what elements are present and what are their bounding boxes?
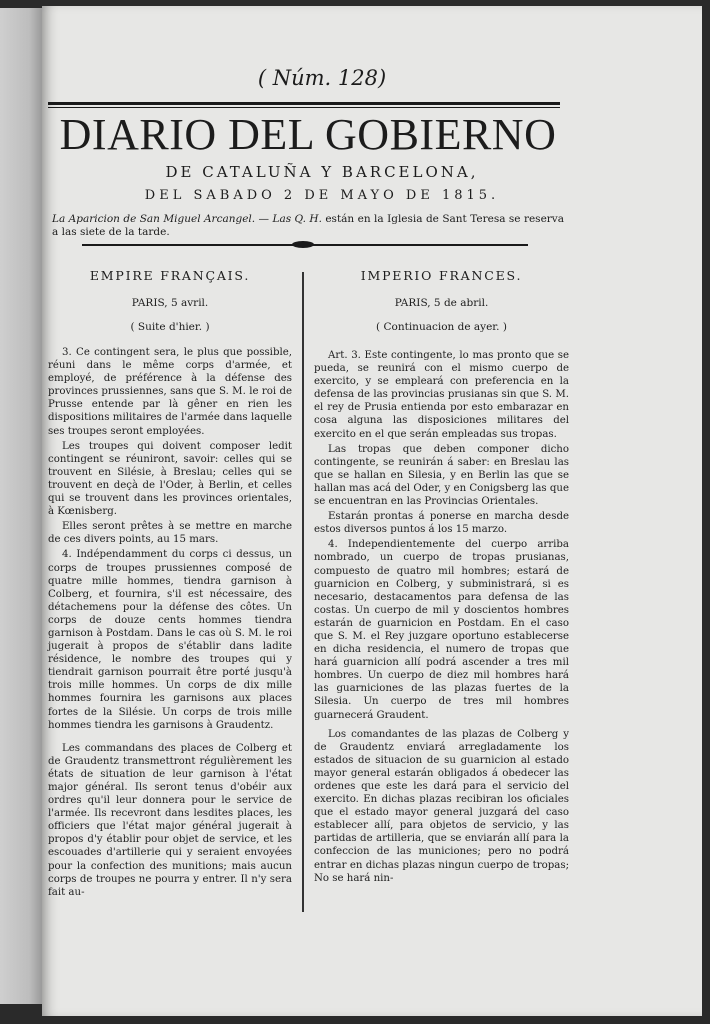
- es-paragraph: Estarán prontas á ponerse en marcha desde estos diversos puntos á los 15 marzo.: [314, 511, 569, 536]
- masthead-date: DEL SABADO 2 DE MAYO DE 1815.: [144, 188, 500, 203]
- notice-quarant-hores: Las Q. H.: [272, 213, 322, 225]
- right-column-header: [314, 268, 569, 333]
- top-double-rule: [48, 102, 560, 105]
- es-paragraph: 4. Independientemente del cuerpo arriba nombrado, un cuerpo de tropas prusianas, compuesto de quatro mil hombres; estará de guarnicion en Colberg, y subministrará, si es necesario, destacamentos para defensa de las costas. Un cuerpo de mil y doscientos hombres estarán de guarnicion en Postdam. En el caso que S. M. el Rey juzgare oportuno establecerse en dicha residencia, el numero de tropas que hará guarnicion allí podrá ascender a tres mil hombres. Un cuerpo de diez mil hombres hará las guarniciones de las plazas fuertes de la Silesia. Un cuerpo de tres mil hombres guarnecerá Graudent.: [314, 539, 569, 721]
- top-thin-rule: [48, 107, 560, 108]
- es-paragraph: Los comandantes de las plazas de Colberg y de Graudentz enviará arregladamente los estados de situacion de su guarnicion al estado mayor general estarán obligados á obedecer las ordenes que este les dará para el servicio del exercito. En dichas plazas recibiran los oficiales que el estado mayor general juzgará del caso establecer allí, para objetos de servicio, y las partidas de artilleria, que se enviarán allí para la confeccion de las municiones; pero no podrá entrar en dichas plazas ningun cuerpo de tropas; No se hará nin-: [314, 728, 569, 884]
- fr-paragraph: Les commandans des places de Colberg et de Graudentz transmettront régulièrement les états de situation de leur garnison à l'état major général. Ils seront tenus d'obéir aux ordres qu'il leur donnera pour le service de l'armée. Ils recevront dans lesdites places, les officiers que l'état major général jugerait à propos d'y établir pour objet de service, et les escouades d'artillerie qui y seraient envoyées pour la confection des munitions; mais aucun corps de troupes ne pourra y entrer. Il n'y sera fait au-: [48, 742, 292, 898]
- issue-number: ( Núm. 128): [257, 66, 387, 90]
- notice-text: están en la Iglesia de Sant Teresa se reserva a las siete de la tarde.: [52, 213, 564, 238]
- newspaper-page: [42, 6, 702, 1016]
- es-paragraph: Art. 3. Este contingente, lo mas pronto que se pueda, se reunirá con el mismo cuerpo de exercito, y se empleará con preferencia en la defensa de las provincias prusianas sin que S. M. el rey de Prusia entienda por esto embarazar en cosa alguna las disposiciones militares del exercito en el que serán empleadas sus tropas.: [314, 350, 569, 440]
- right-heading: IMPERIO FRANCES.: [360, 268, 523, 283]
- fr-paragraph: 3. Ce contingent sera, le plus que possible, réuni dans le même corps d'armée, et employé, de préférence à la défense des provinces prussiennes, sans que S. M. le roi de Prusse entende par là gêner en rien les dispositions militaires de l'armée dans laquelle ses troupes seront employées.: [48, 347, 292, 437]
- french-column: [48, 346, 292, 901]
- left-continuation: ( Suite d'hier. ): [130, 321, 210, 333]
- fr-paragraph: 4. Indépendamment du corps ci dessus, un corps de troupes prussiennes composé de quatre mille hommes, tiendra garnison à Colberg, et fournira, s'il est nécessaire, des détachemens pour la défense des côtes. Un corps de douze cents hommes tiendra garnison à Postdam. Dans le cas où S. M. le roi jugerait à propos de s'établir dans ladite résidence, le nombre des troupes qui y tiendrait garnison pourrait être porté jusqu'à trois mille hommes. Un corps de dix mille hommes fournira les garnisons aux places fortes de la Silésie. Un corps de trois mille hommes tiendra les garnisons à Graudentz.: [48, 549, 292, 731]
- right-dateline: PARIS, 5 de abril.: [394, 297, 489, 309]
- left-heading: EMPIRE FRANÇAIS.: [89, 268, 251, 283]
- religious-notice: La Aparicion de San Miguel Arcangel. — Las Q. H. están en la Iglesia de Sant Teresa se reserva a las siete de la tarde.: [52, 213, 564, 238]
- es-paragraph: Las tropas que deben componer dicho contingente, se reunirán á saber: en Breslau las que se hallan en Silesia, y en Berlin las que se hallan mas acá del Oder, y en Conigsberg las que se encuentran en las Provincias Orientales.: [314, 443, 569, 508]
- fr-paragraph: Les troupes qui doivent composer ledit contingent se réuniront, savoir: celles qui se trouvent en Silésie, à Breslau; celles qui se trouvent en deçà de l'Oder, à Berlin, et celles qui se trouvent dans les provinces orientales, à Kœnisberg.: [48, 440, 292, 518]
- rule-ornament: [292, 241, 314, 248]
- fr-paragraph: Elles seront prêtes à se mettre en marche de ces divers points, au 15 mars.: [48, 521, 292, 546]
- notice-feast: La Aparicion de San Miguel Arcangel.: [52, 213, 256, 225]
- left-dateline: PARIS, 5 avril.: [131, 297, 209, 309]
- facing-page-edge: [0, 8, 44, 1004]
- masthead-subtitle: DE CATALUÑA Y BARCELONA,: [165, 163, 479, 181]
- masthead-title: DIARIO DEL GOBIERNO: [59, 110, 557, 159]
- left-column-header: [48, 268, 292, 333]
- right-continuation: ( Continuacion de ayer. ): [376, 321, 507, 333]
- spanish-column: [314, 349, 569, 887]
- column-divider: [302, 272, 304, 912]
